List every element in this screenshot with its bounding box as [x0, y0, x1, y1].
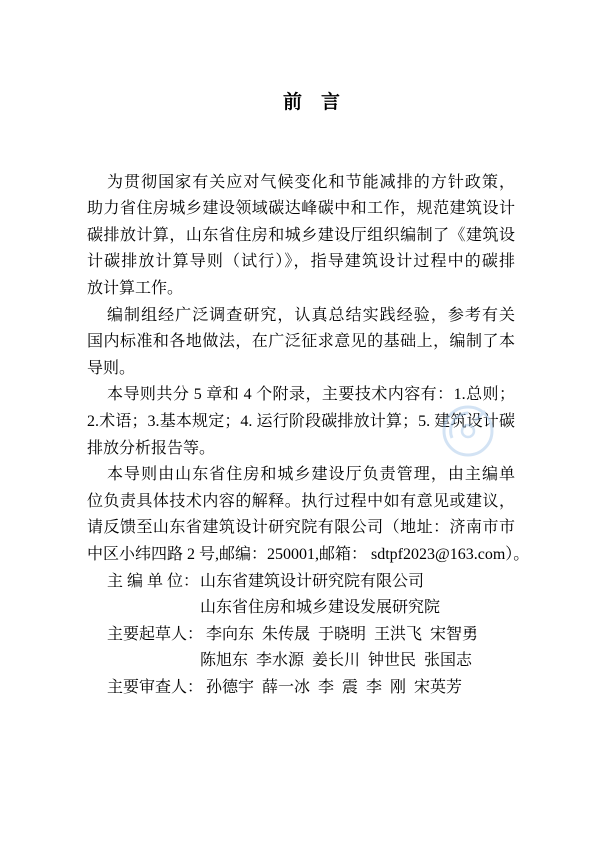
paragraph-line: 2.术语；3.基本规定；4. 运行阶段碳排放计算；5. 建筑设计碳 — [87, 413, 515, 431]
reviewer-names: 孙德宇 薛一冰 李 震 李 刚 宋英芳 — [206, 678, 463, 696]
drafter-names: 陈旭东 李水源 姜长川 钟世民 张国志 — [200, 652, 473, 670]
chief-editor-unit: 山东省住房和城乡建设发展研究院 — [200, 599, 441, 617]
drafter-names: 李向东 朱传晟 于晓明 王洪飞 宋智勇 — [206, 625, 479, 643]
paragraph-line: 助力省住房城乡建设领域碳达峰碳中和工作，规范建筑设计 — [87, 200, 515, 218]
paragraph-compilation — [87, 303, 515, 383]
paragraph-policy-basis — [87, 170, 515, 303]
paragraph-line: 编制组经广泛调查研究，认真总结实践经验，参考有关 — [107, 306, 515, 324]
chief-editor-unit-row — [87, 595, 515, 622]
paragraph-line: 碳排放计算，山东省住房和城乡建设厅组织编制了《建筑设 — [87, 226, 515, 244]
paragraph-line: 国内标准和各地做法，在广泛征求意见的基础上，编制了本 — [87, 333, 515, 351]
paragraph-line: 计碳排放计算导则（试行）》，指导建筑设计过程中的碳排 — [87, 253, 515, 271]
paragraph-line: 请反馈至山东省建筑设计研究院有限公司（地址：济南市市 — [87, 519, 515, 537]
paragraph-line: 本导则共分 5 章和 4 个附录，主要技术内容有：1.总则； — [107, 386, 515, 404]
watermark-logo-icon — [438, 398, 498, 464]
reviewers-row — [87, 675, 515, 702]
chief-editor-unit: 山东省建筑设计研究院有限公司 — [200, 572, 425, 590]
drafters-label: 主要起草人： — [107, 625, 204, 643]
drafters-row — [87, 648, 515, 675]
paragraph-line: 放计算工作。 — [87, 280, 184, 298]
paragraph-management-contact — [87, 462, 530, 568]
paragraph-line: 位负责具体技术内容的解释。执行过程中如有意见或建议， — [87, 492, 515, 510]
reviewers-label: 主要审查人： — [107, 678, 204, 696]
paragraph-line: 为贯彻国家有关应对气候变化和节能减排的方针政策， — [107, 173, 515, 191]
paragraph-line: 导则。 — [87, 359, 136, 377]
paragraph-line: 排放分析报告等。 — [87, 439, 216, 457]
page-title: 前 言 — [283, 92, 341, 113]
paragraph-line: 本导则由山东省住房和城乡建设厅负责管理，由主编单 — [107, 466, 515, 484]
contact-address-line: 中区小纬四路 2 号,邮编：250001,邮箱： sdtpf2023@163.com）。 — [87, 546, 530, 563]
editors-list — [87, 569, 515, 702]
chief-editor-unit-label: 主 编 单 位： — [107, 572, 200, 590]
chief-editor-unit-row — [87, 569, 515, 596]
drafters-row — [87, 622, 515, 649]
